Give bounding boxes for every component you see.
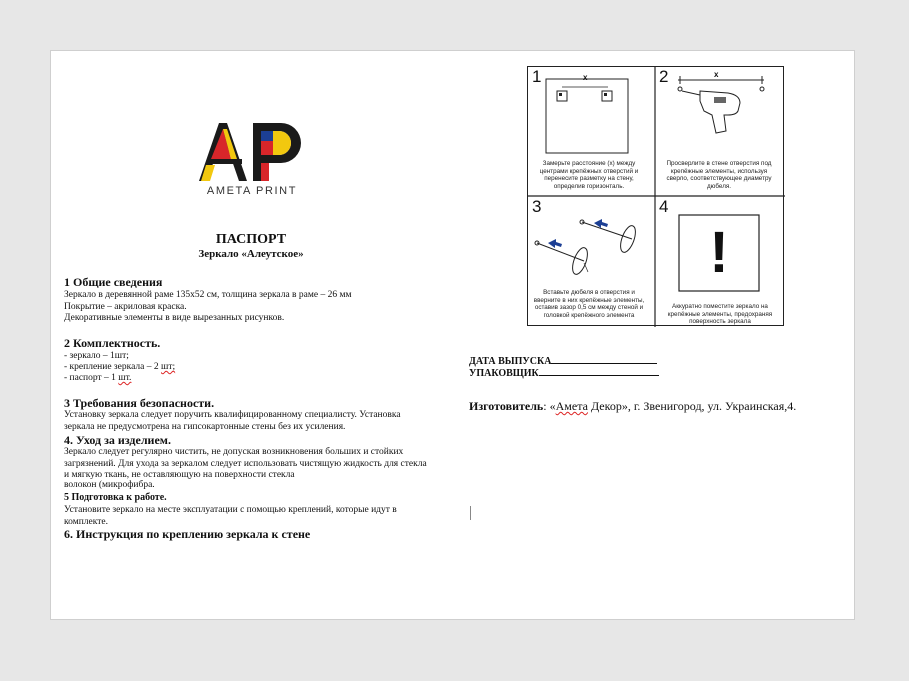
step-4-caption: Аккуратно поместите зеркало на крепёжные элементы, предохраняя поверхность зеркала [667, 303, 773, 326]
warning-icon: ! [709, 220, 729, 285]
care-text-tail: волокон (микрофибра. [64, 480, 155, 490]
release-date-line [551, 354, 657, 364]
step-1-caption: Замерьте расстояние (x) между центрами крепёжных отверстий и перенесите разметку на стену, определив горизонталь. [539, 160, 639, 190]
packer-line [539, 366, 659, 376]
prep-text: Установите зеркало на месте эксплуатации с помощью креплений, которые идут в комплекте. [64, 505, 397, 527]
packer-label: УПАКОВЩИК [469, 368, 539, 379]
logo-text: AMETA PRINT [206, 185, 298, 197]
general-line-1: Зеркало в деревянной раме 135х52 см, толщина зеркала в раме – 26 мм [64, 290, 352, 300]
release-date-label: ДАТА ВЫПУСКА [469, 356, 552, 367]
spellcheck-mark: Амета [555, 399, 588, 413]
contents-line-2 [64, 362, 175, 374]
step-2-caption: Просверлите в стене отверстия под крепёжные элементы, используя сверло, соответствующее диаметру дюбеля. [666, 160, 772, 190]
step-2-number: 2 [659, 67, 669, 86]
spellcheck-mark: шт; [161, 362, 176, 372]
document-subtitle: Зеркало «Алеутское» [198, 248, 304, 260]
general-line-3: Декоративные элементы в виде вырезанных рисунков. [64, 313, 285, 323]
step-3-caption: Вставьте дюбеля в отверстия и вверните в них крепёжные элементы, оставив зазор 0,5 см между стеной и головкой крепёжного элемента [533, 289, 645, 319]
step-2-x-label: x [714, 70, 719, 79]
contents-line-3-text: - паспорт – 1 [64, 373, 119, 383]
packer-field [469, 366, 659, 379]
general-line-2: Покрытие – акриловая краска. [64, 302, 187, 312]
document-page [50, 50, 855, 620]
document-title: ПАСПОРТ [215, 232, 287, 247]
mounting-instruction-diagram [527, 66, 784, 326]
section-safety-heading: 3 Требования безопасности. [64, 396, 215, 410]
spellcheck-mark: шт. [118, 373, 132, 383]
manufacturer-address: Декор», г. Звенигород, ул. Украинская,4. [587, 399, 797, 413]
contents-line-1: - зеркало – 1шт; [64, 351, 129, 361]
step-1-number: 1 [532, 67, 542, 86]
manufacturer-label: Изготовитель [469, 399, 544, 413]
section-prep-heading: 5 Подготовка к работе. [64, 492, 167, 503]
manufacturer-pre: : « [543, 399, 556, 413]
step-4-number: 4 [659, 197, 669, 216]
contents-line-3 [64, 373, 131, 385]
contents-line-2-text: - крепление зеркала – 2 [64, 362, 161, 372]
step-3-number: 3 [532, 197, 542, 216]
text-cursor [470, 506, 471, 520]
section-care-heading: 4. Уход за изделием. [64, 433, 171, 447]
section-general-heading: 1 Общие сведения [64, 275, 163, 289]
step-1-x-label: x [583, 73, 588, 82]
manufacturer-line [469, 399, 796, 414]
safety-text: Установку зеркала следует поручить квалифицированному специалисту. Установка зеркала не предусмотрена на гипсокартонные стены без их усиления. [64, 410, 401, 432]
care-text: Зеркало следует регулярно чистить, не допуская возникновения больших и стойких загрязнений. Для ухода за зеркалом следует использовать чистящую жидкость для стекла и мягкую ткань, не оставляющую на поверхности стекла [64, 447, 427, 480]
section-contents-heading: 2 Комплектность. [64, 336, 161, 350]
section-mounting-heading: 6. Инструкция по креплению зеркала к стене [64, 527, 311, 541]
